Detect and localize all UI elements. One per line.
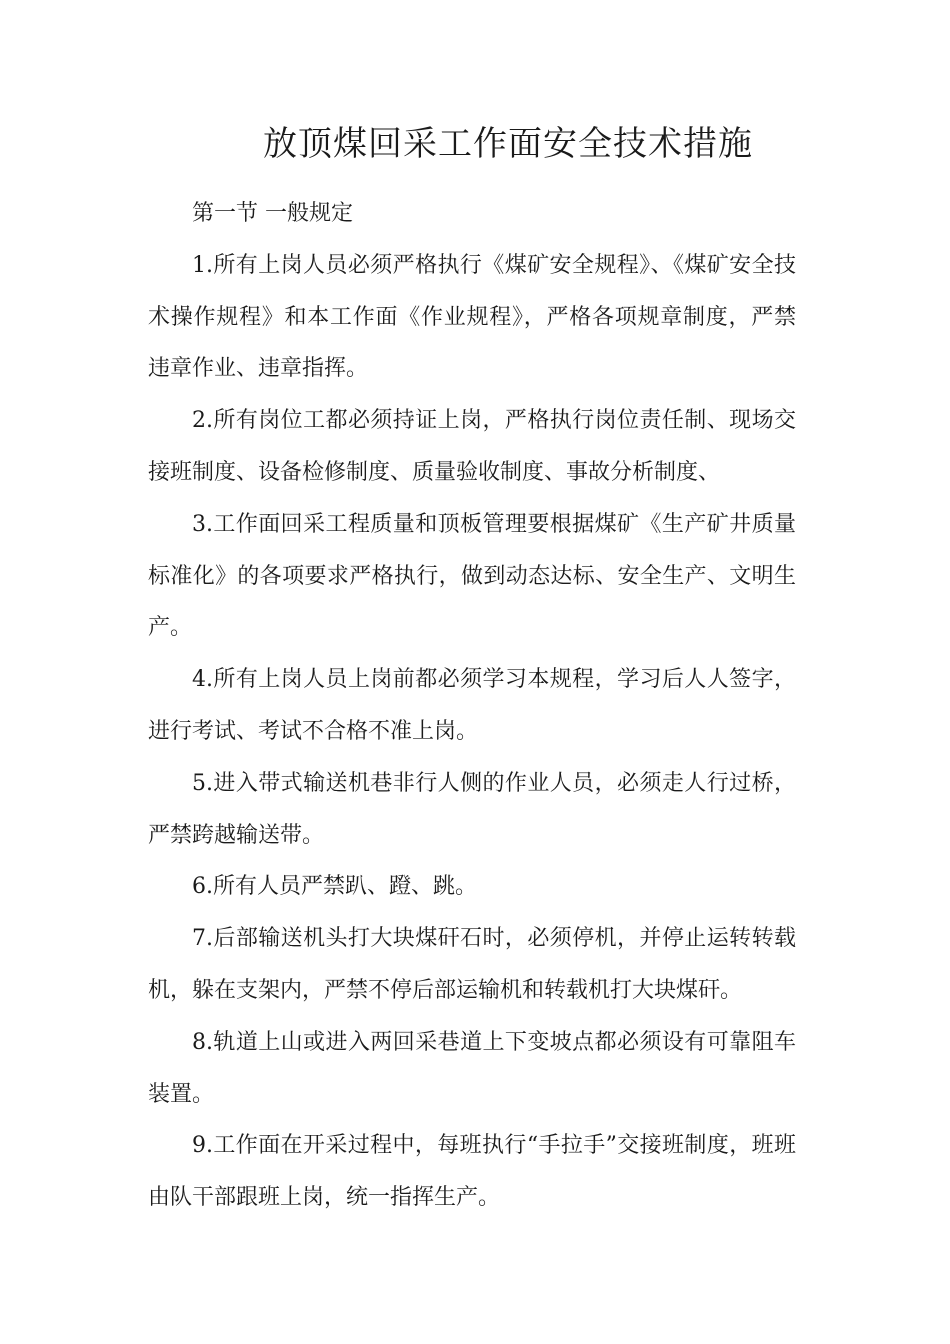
document-body xyxy=(148,188,796,1224)
document-title: 放顶煤回采工作面安全技术措施 xyxy=(263,124,753,164)
paragraph-5: 5.进入带式输送机巷非行人侧的作业人员，必须走人行过桥，严禁跨越输送带。 xyxy=(148,770,796,848)
paragraph-3: 3.工作面回采工程质量和顶板管理要根据煤矿《生产矿井质量标准化》的各项要求严格执行，做到动态达标、安全生产、文明生产。 xyxy=(148,511,796,641)
paragraph-1: 1.所有上岗人员必须严格执行《煤矿安全规程》、《煤矿安全技术操作规程》和本工作面《作业规程》，严格各项规章制度，严禁违章作业、违章指挥。 xyxy=(148,252,796,382)
paragraph-9: 9.工作面在开采过程中，每班执行“手拉手”交接班制度，班班由队干部跟班上岗，统一指挥生产。 xyxy=(148,1133,796,1211)
paragraph-7: 7.后部输送机头打大块煤矸石时，必须停机，并停止运转转载机，躲在支架内，严禁不停后部运输机和转载机打大块煤矸。 xyxy=(148,926,796,1003)
paragraph-6: 6.所有人员严禁趴、蹬、跳。 xyxy=(192,874,477,900)
paragraph-4: 4.所有上岗人员上岗前都必须学习本规程，学习后人人签字，进行考试、考试不合格不准上岗。 xyxy=(148,667,796,744)
paragraph-8: 8.轨道上山或进入两回采巷道上下变坡点都必须设有可靠阻车装置。 xyxy=(148,1029,796,1107)
section-heading: 第一节 一般规定 xyxy=(192,201,353,226)
paragraph-2: 2.所有岗位工都必须持证上岗，严格执行岗位责任制、现场交接班制度、设备检修制度、质量验收制度、事故分析制度、 xyxy=(148,408,796,485)
